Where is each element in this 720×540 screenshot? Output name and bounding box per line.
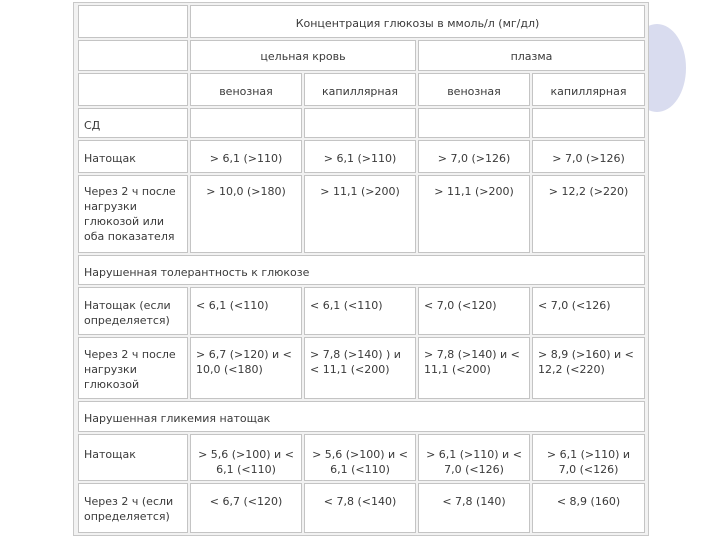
table-cell: < 6,7 (<120) xyxy=(190,483,302,533)
table-cell: > 7,0 (>126) xyxy=(418,140,530,173)
group-header-whole-blood: цельная кровь xyxy=(190,40,416,71)
table-cell: < 6,1 (<110) xyxy=(304,287,416,335)
table-cell: < 7,0 (<120) xyxy=(418,287,530,335)
table-cell: > 6,1 (>110) и 7,0 (<126) xyxy=(532,434,645,481)
table-cell: < 7,8 (<140) xyxy=(304,483,416,533)
header-corner-3 xyxy=(78,73,188,106)
table-cell: > 11,1 (>200) xyxy=(418,175,530,253)
section-spacer xyxy=(532,108,645,138)
section-title-impaired-fasting-glycemia: Нарушенная гликемия натощак xyxy=(78,401,645,432)
group-header-plasma: плазма xyxy=(418,40,645,71)
table-cell: > 12,2 (>220) xyxy=(532,175,645,253)
table-cell: > 11,1 (>200) xyxy=(304,175,416,253)
subheader-capillary-blood: капиллярная xyxy=(304,73,416,106)
row-label: Через 2 ч после нагрузки глюкозой xyxy=(78,337,188,399)
table-cell: > 7,8 (>140) и < 11,1 (<200) xyxy=(418,337,530,399)
table-cell: > 6,1 (>110) xyxy=(304,140,416,173)
table-title: Концентрация глюкозы в ммоль/л (мг/дл) xyxy=(190,5,645,38)
section-spacer xyxy=(190,108,302,138)
row-label: Натощак (если определяется) xyxy=(78,287,188,335)
table-cell: > 7,0 (>126) xyxy=(532,140,645,173)
row-label: Через 2 ч (если определяется) xyxy=(78,483,188,533)
table-cell: < 7,8 (140) xyxy=(418,483,530,533)
section-title-impaired-glucose-tolerance: Нарушенная толерантность к глюкозе xyxy=(78,255,645,285)
subheader-venous-plasma: венозная xyxy=(418,73,530,106)
row-label: Натощак xyxy=(78,140,188,173)
row-label: Через 2 ч после нагрузки глюкозой или оба показателя xyxy=(78,175,188,253)
table-cell: > 8,9 (>160) и < 12,2 (<220) xyxy=(532,337,645,399)
table-cell: < 6,1 (<110) xyxy=(190,287,302,335)
header-corner-2 xyxy=(78,40,188,71)
subheader-venous-blood: венозная xyxy=(190,73,302,106)
table-cell: > 6,7 (>120) и < 10,0 (<180) xyxy=(190,337,302,399)
table-cell: < 8,9 (160) xyxy=(532,483,645,533)
table-cell: > 5,6 (>100) и < 6,1 (<110) xyxy=(190,434,302,481)
section-title-diabetes: СД xyxy=(78,108,188,138)
table-cell: > 7,8 (>140) ) и < 11,1 (<200) xyxy=(304,337,416,399)
row-label: Натощак xyxy=(78,434,188,481)
table-cell: < 7,0 (<126) xyxy=(532,287,645,335)
table-cell: > 6,1 (>110) и < 7,0 (<126) xyxy=(418,434,530,481)
glucose-criteria-table xyxy=(73,2,649,536)
section-spacer xyxy=(418,108,530,138)
subheader-capillary-plasma: капиллярная xyxy=(532,73,645,106)
section-spacer xyxy=(304,108,416,138)
header-corner xyxy=(78,5,188,38)
table-cell: > 5,6 (>100) и < 6,1 (<110) xyxy=(304,434,416,481)
table-cell: > 10,0 (>180) xyxy=(190,175,302,253)
table-cell: > 6,1 (>110) xyxy=(190,140,302,173)
